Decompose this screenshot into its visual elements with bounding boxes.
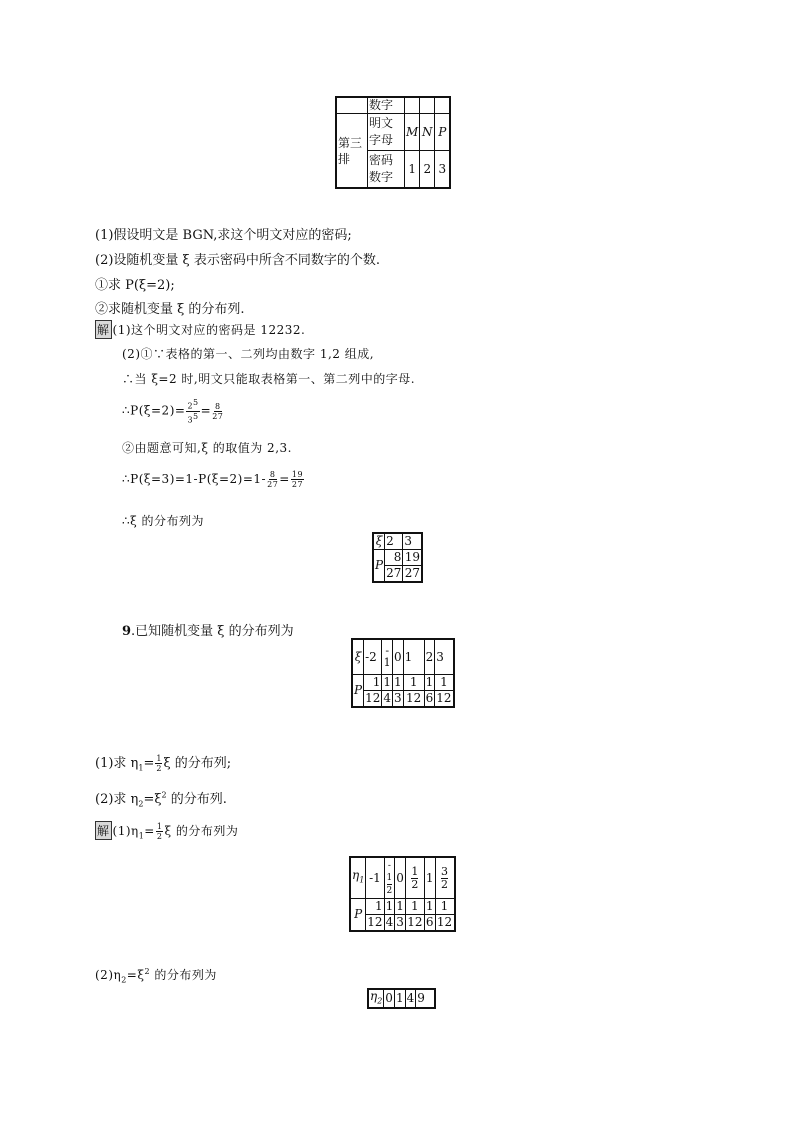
cell: 1: [405, 899, 424, 915]
cell: 3: [403, 533, 423, 550]
cell: P: [373, 550, 385, 583]
cell: 1: [366, 899, 384, 915]
cell: 1: [394, 675, 402, 689]
cell: 1: [425, 899, 434, 913]
solution-tag: 解: [95, 320, 112, 339]
cell: 4: [383, 691, 391, 705]
cell: 1: [396, 899, 404, 913]
cell: 6: [425, 691, 434, 705]
cell: 9: [416, 989, 436, 1008]
cell: 4: [385, 915, 394, 929]
cell: 1: [405, 151, 420, 189]
cell: 1: [403, 675, 424, 691]
cell: M: [405, 114, 420, 151]
solution-line6: ∴P(ξ=3)=1-P(ξ=2)=1- $\frac{8}{27}$ = $\frac{19}{27}$: [122, 470, 304, 489]
cell: 1: [403, 639, 424, 675]
cell: -1: [366, 857, 384, 899]
question-9: 9.已知随机变量 ξ 的分布列为: [122, 624, 294, 639]
cell: 1: [425, 675, 434, 689]
cell: 1: [383, 675, 391, 689]
xi-distribution-table: [372, 532, 423, 583]
question-sub2: ②求随机变量 ξ 的分布列.: [95, 302, 245, 317]
cell: 1: [364, 675, 382, 691]
solution-line5: ②由题意可知,ξ 的取值为 2,3.: [122, 441, 292, 455]
cell: 数字: [368, 97, 405, 114]
cell: P: [350, 899, 366, 932]
cell: ξ: [352, 639, 364, 675]
cell: 2: [420, 151, 435, 189]
cell: - 1: [382, 639, 393, 675]
cell: 19: [403, 550, 423, 566]
question-part1: (1)假设明文是 BGN,求这个明文对应的密码;: [95, 228, 352, 243]
cell: 12: [367, 915, 383, 929]
cell: 8: [385, 550, 403, 566]
cell: 12: [365, 691, 381, 705]
question-part2: (2)设随机变量 ξ 表示密码中所含不同数字的个数.: [95, 253, 380, 268]
cell: 1: [435, 675, 454, 691]
question-9-part1: (1)求 $\eta_1=$ $\frac{1}{2}$ ξ 的分布列;: [95, 754, 232, 773]
cell: 明文 字母: [368, 114, 405, 151]
cell: 3: [435, 151, 451, 189]
cell: 12: [403, 691, 424, 708]
cell: 1: [385, 899, 394, 913]
cell: P: [435, 114, 451, 151]
cell: P: [352, 675, 364, 708]
cell: 3: [435, 639, 454, 675]
cell: - 1 2: [384, 857, 395, 899]
cell: 2: [385, 533, 403, 550]
cell: 27: [403, 566, 423, 583]
cell: 3 2: [435, 857, 455, 899]
question-9-part2: (2)求 $\eta_2=\xi^2$ 的分布列.: [95, 790, 227, 809]
cell: 1 2: [405, 857, 424, 899]
xi-distribution-table-2: [351, 638, 455, 708]
cell: ξ: [373, 533, 385, 550]
eta1-distribution-table: [349, 856, 456, 932]
cell: 0: [393, 639, 404, 675]
cell: 27: [386, 566, 402, 580]
solution-line1: 解 (1)这个明文对应的密码是 12232.: [95, 320, 305, 339]
cell: 12: [435, 915, 455, 932]
cell: -2: [364, 639, 382, 675]
cell: $\eta_1$: [350, 857, 366, 899]
cell: 0: [384, 989, 395, 1008]
cell: 12: [407, 915, 423, 929]
cell: 3: [394, 691, 402, 705]
cell: 12: [436, 691, 452, 705]
cell: $\eta_2$: [368, 989, 384, 1008]
cell: 1: [424, 857, 435, 899]
cipher-table: [335, 96, 451, 189]
cell: 3: [396, 915, 404, 929]
cell: 4: [405, 989, 416, 1008]
solution-9-line1: 解 $(1)\eta_1=$ $\frac{1}{2}$ ξ 的分布列为: [97, 822, 239, 841]
cell: 2: [424, 639, 435, 675]
solution-line3: ∴当 ξ=2 时,明文只能取表格第一、第二列中的字母.: [122, 372, 416, 386]
solution-tag: 解: [95, 821, 112, 840]
eta2-distribution-table: [367, 988, 436, 1009]
solution-line7: ∴ξ 的分布列为: [122, 514, 205, 528]
cell: 密码 数字: [368, 151, 405, 189]
cell: N: [420, 114, 435, 151]
cell: 1: [435, 899, 455, 915]
solution-line2: (2)①∵表格的第一、二列均由数字 1,2 组成,: [122, 347, 375, 361]
cell: 6: [425, 915, 434, 929]
question-sub1: ①求 P(ξ=2);: [95, 278, 175, 293]
row-label: 第三 排: [336, 114, 368, 189]
cell: 1: [394, 989, 405, 1008]
solution-line4: ∴P(ξ=2)= $\frac{25}{35}$ = $\frac{8}{27}$: [122, 398, 224, 425]
solution-9-line2: $(2)\eta_2=\xi^2$ 的分布列为: [95, 967, 217, 985]
cell: 0: [395, 857, 406, 899]
